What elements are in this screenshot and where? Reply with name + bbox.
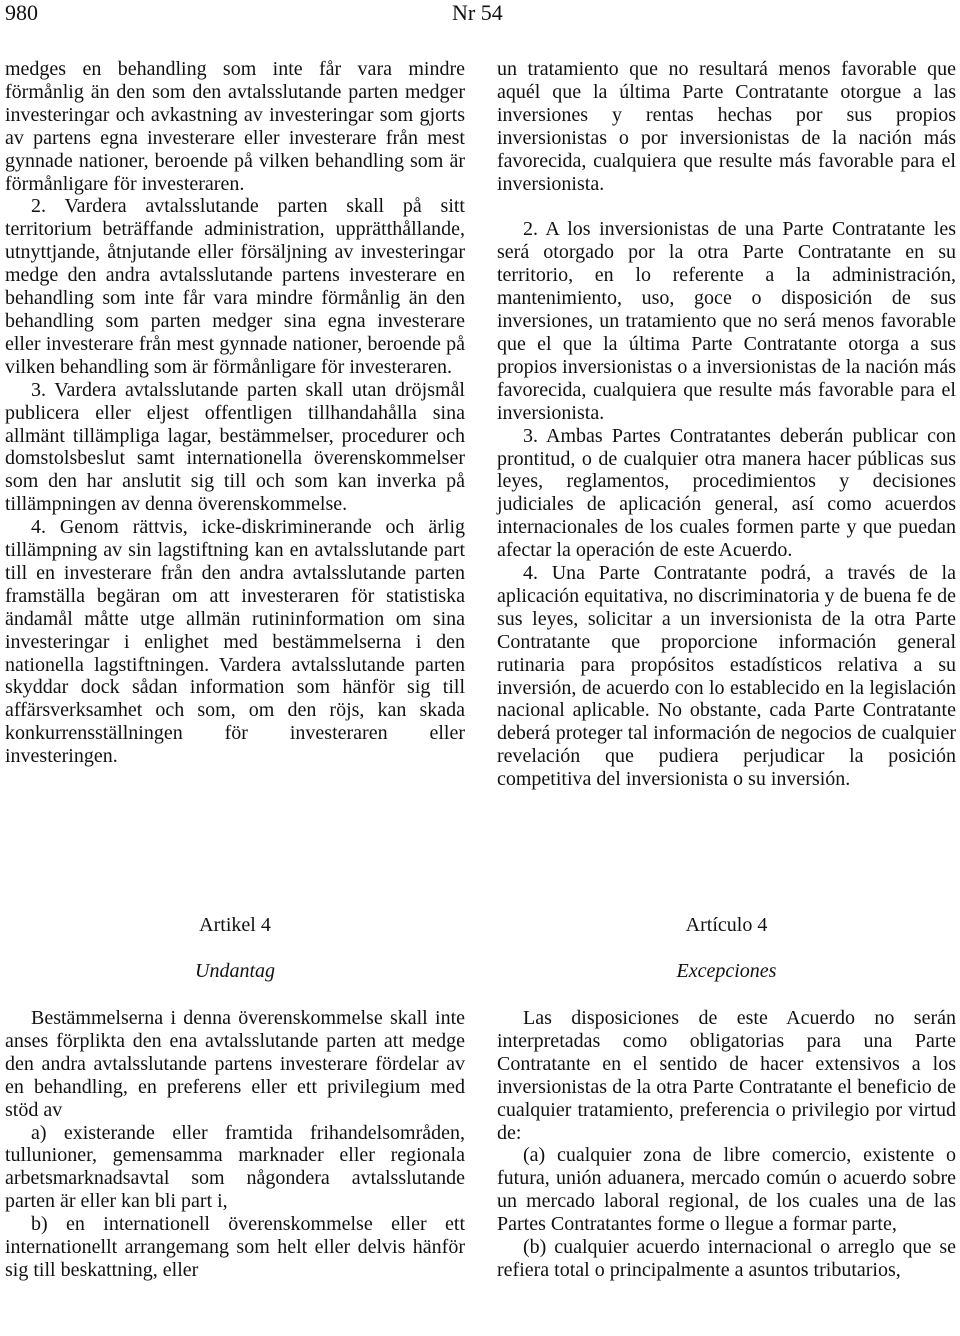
- sv-paragraph-2: 2. Vardera avtalsslutande parten skall på sitt territorium beträffande administration, upprätthållande, utnyttjande, åtnjutande eller försäljning av investeringar medge den andra avtalsslutande partens investerare en behandling som inte får vara mindre förmånlig än den behandling som parten medger sina egna investerare eller investerare från mest gynnade nationer, beroende på vilken behandling som är förmånligare för investeraren.: [5, 195, 465, 378]
- sv-paragraph-4: 4. Genom rättvis, icke-diskriminerande och ärlig tillämpning av sin lagstiftning kan en avtalsslutande part till en investerare från den andra avtalsslutande parten framställa begäran om att investeraren för statistiska ändamål måtte utge allmän rutininformation om sina investeringar i enlighet med bestämmelserna i den nationella lagstiftningen. Vardera avtalsslutande parten skyddar dock sådan information som hänför sig till affärsverksamhet och som, om den röjs, kan skada konkurrensställningen för investeraren eller investeringen.: [5, 516, 465, 768]
- sv-article-4-body: [5, 1007, 465, 1282]
- es-article-heading: Artículo 4: [685, 914, 768, 936]
- es-article-4-body: [497, 1007, 956, 1282]
- sv-paragraph-3: 3. Vardera avtalsslutande parten skall utan dröjsmål publicera eller eljest offentligen tillhandahålla sina allmänt tillämpliga lagar, bestämmelser, procedurer och domstolsbeslut samt internationella överenskommelser som den har anslutit sig till och som kan inverka på tillämpningen av denna överenskommelse.: [5, 378, 465, 516]
- es-paragraph-3: 3. Ambas Partes Contratantes deberán publicar con prontitud, o de cualquier otra manera hacer públicas sus leyes, reglamentos, procedimientos y decisiones judiciales de aplicación general, así como acuerdos internacionales de los cuales formen parte y que puedan afectar la operación de este Acuerdo.: [497, 424, 956, 562]
- sv-a4-intro: Bestämmelserna i denna överenskommelse skall inte anses förplikta den ena avtalsslutande parten att medge den andra avtalsslutande partens investerare fördelar av en behandling, en preferens eller ett privilegium med stöd av: [5, 1007, 465, 1121]
- sv-article-heading: Artikel 4: [199, 914, 271, 936]
- es-article-title: Excepciones: [676, 959, 777, 982]
- sv-a4-item-a: a) existerande eller framtida frihandelsområden, tullunioner, gemensamma marknader eller regionala arbetsmarknadsavtal som någondera avtalsslutande parten är eller kan bli part i,: [5, 1121, 465, 1213]
- es-article-header: [497, 914, 956, 983]
- page-header: [0, 0, 960, 30]
- sv-article-title: Undantag: [195, 959, 275, 982]
- es-a4-intro: Las disposiciones de este Acuerdo no serán interpretadas como obligatorias para una Parte Contratante en el sentido de hacer extensivos a los inversionistas de la otra Parte Contratante el beneficio de cualquier tratamiento, preferencia o privilegio por virtud de:: [497, 1007, 956, 1144]
- es-paragraph-2: 2. A los inversionistas de una Parte Contratante les será otorgado por la otra Parte Contratante en su territorio, en lo referente a la administración, mantenimiento, uso, goce o disposición de sus inversiones, un tratamiento que no será menos favorable que el que la última Parte Contratante otorga a sus propios inversionistas o a inversionistas de la nación más favorecida, cualquiera que resulte más favorable para el inversionista.: [497, 218, 956, 424]
- page-number: 980: [5, 0, 38, 25]
- sv-article-header: [5, 914, 465, 983]
- issue-number: Nr 54: [452, 0, 503, 25]
- es-paragraph-4: 4. Una Parte Contratante podrá, a través de la aplicación equitativa, no discriminatoria y de buena fe de sus leyes, solicitar a un inversionista de la otra Parte Contratante que proporcione información general rutinaria para propósitos estadísticos relativa a su inversión, de acuerdo con lo establecido en la legislación nacional aplicable. No obstante, cada Parte Contratante deberá proteger tal información de negocios de cualquier revelación que pudiera perjudicar la posición competitiva del inversionista o su inversión.: [497, 562, 956, 791]
- es-a4-item-a: (a) cualquier zona de libre comercio, existente o futura, unión aduanera, mercado común o acuerdo sobre un mercado laboral regional, de los cuales una de las Partes Contratantes forme o llegue a formar parte,: [497, 1144, 956, 1236]
- swedish-column: [5, 58, 465, 768]
- es-paragraph-1: un tratamiento que no resultará menos favorable que aquél que la última Parte Contratante otorgue a las inversiones y rentas hechas por sus propios inversionistas o por inversionistas de la nación más favorecida, cualquiera que resulte más favorable para el inversionista.: [497, 58, 956, 195]
- es-a4-item-b: (b) cualquier acuerdo internacional o arreglo que se refiera total o principalmente a asuntos tributarios,: [497, 1236, 956, 1281]
- sv-paragraph-1: medges en behandling som inte får vara mindre förmånlig än den som den avtalsslutande parten medger investeringar och avkastning av investeringar som gjorts av partens egna investerare eller investerare från mest gynnade nationer, beroende på vilken behandling som är förmånligare för investeraren.: [5, 58, 465, 195]
- sv-a4-item-b: b) en internationell överenskommelse eller ett internationellt arrangemang som helt eller delvis hänför sig till beskattning, eller: [5, 1213, 465, 1281]
- spanish-column: [497, 58, 956, 791]
